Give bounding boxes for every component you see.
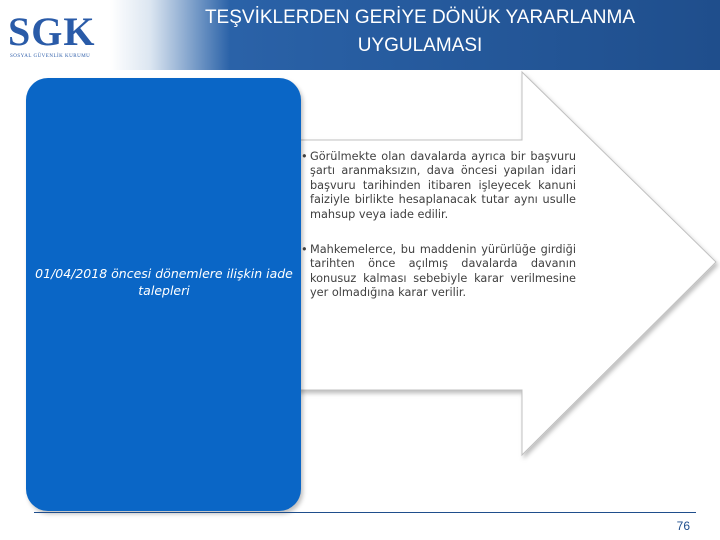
bullet-text: Mahkemelerce, bu maddenin yürürlüğe girdiği tarihten önce açılmış davalarda davanın konusuz kalması sebebiyle karar verilmesine yer olmadığına karar verilir. [310, 243, 576, 300]
footer-divider [34, 512, 696, 513]
bullet-text: Görülmekte olan davalarda ayrıca bir başvuru şartı aranmaksızın, dava öncesi yapılan idari başvuru tarihinden itibaren işleyecek kanuni faiziyle birlikte hesaplanacak tutar aynı usulle mahsup veya iade edilir. [310, 150, 576, 221]
left-category-label: 01/04/2018 öncesi dönemlere ilişkin iade talepleri [35, 266, 293, 298]
page-number: 76 [676, 519, 690, 533]
title-line-1: TEŞVİKLERDEN GERİYE DÖNÜK YARARLANMA [204, 7, 636, 28]
bullet-item [300, 150, 576, 222]
bullet-dot-icon: • [301, 150, 308, 163]
title-line-2: UYGULAMASI [357, 35, 483, 56]
logo-text: SGK [8, 9, 96, 54]
logo-subtitle: SOSYAL GÜVENLİK KURUMU [10, 54, 91, 59]
bullet-list [300, 150, 576, 322]
bullet-item [300, 243, 576, 301]
bullet-dot-icon: • [301, 243, 308, 257]
